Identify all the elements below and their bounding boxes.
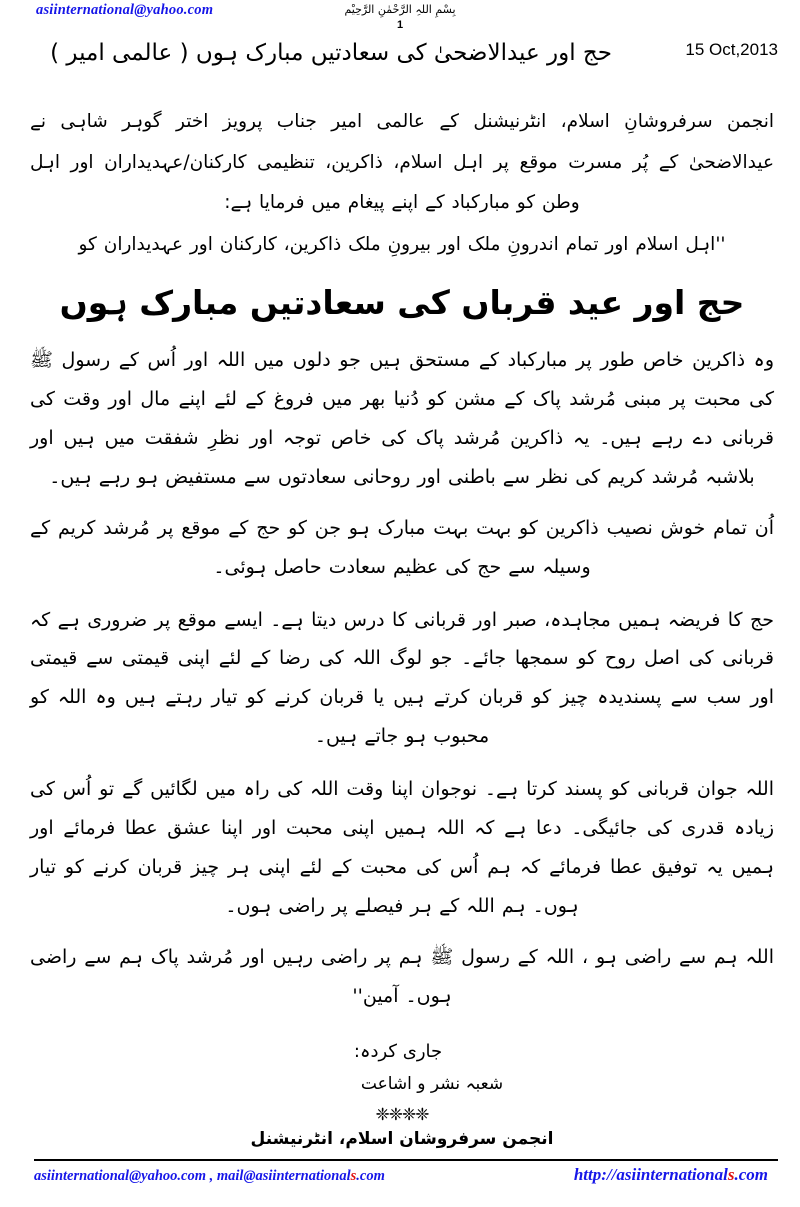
body-paragraph-1: وہ ذاکرین خاص طور پر مبارکباد کے مستحق ہیں جو دلوں میں اللہ اور اُس کے رسول ﷺ کی محبت پر مبنی مُرشد پاک کے مشن کو دُنیا بھر میں فروغ کے لئے اپنے مال اور وقت کی قربانی دے رہے ہیں۔ یہ ذاکرین مُرشد پاک کی خاص توجہ اور نظرِ شفقت میں ہیں اور بلاشبہ مُرشد کریم کی نظر سے باطنی اور روحانی سعادتوں سے مستفیض ہو رہے ہیں۔ bbox=[30, 348, 774, 488]
footer-email-tail: .com bbox=[356, 1167, 385, 1184]
page-footer bbox=[0, 1153, 800, 1207]
quote-opening-line: ''اہل اسلام اور تمام اندرونِ ملک اور بیرونِ ملک ذاکرین، کارکنان اور عہدیداران کو bbox=[78, 234, 726, 256]
publication-date: 15 Oct,2013 bbox=[685, 40, 778, 59]
footer-email-addresses[interactable] bbox=[34, 1168, 385, 1185]
header-email-address[interactable]: asiinternational@yahoo.com bbox=[36, 2, 214, 18]
footer-contact-row bbox=[34, 1165, 778, 1185]
footer-email-accent: s bbox=[350, 1167, 357, 1184]
footer-divider bbox=[34, 1159, 778, 1161]
footer-url-text: http://asiinternational bbox=[573, 1164, 728, 1184]
page-number: 1 bbox=[396, 19, 404, 31]
issued-by-label: جاری کردہ: bbox=[353, 1040, 443, 1062]
body-paragraph-4: اللہ جوان قربانی کو پسند کرتا ہے۔ نوجوان اپنا وقت اللہ کی راہ میں لگائیں گے تو اُس کی زیادہ قدری کی جائیگی۔ دعا ہے کہ اللہ ہمیں اپنی محبت اور اپنا عشق عطا فرمائے اور ہمیں یہ توفیق عطا فرمائے کہ ہم اُس کی محبت کے لئے اپنی ہر چیز قربان کرنے کو تیار ہوں۔ ہم اللہ کے ہر فیصلے پر راضی ہوں۔ bbox=[30, 778, 774, 918]
star-ornament-icon: ❈❈❈❈ bbox=[375, 1104, 429, 1125]
footer-url-tail: .com bbox=[734, 1164, 768, 1184]
signature-block bbox=[30, 1036, 774, 1153]
body-paragraph-3: حج کا فریضہ ہمیں مجاہدہ، صبر اور قربانی کا درس دیتا ہے۔ ایسے موقع پر ضروری ہے کہ قربانی کی اصل روح کو سمجھا جائے۔ جو لوگ اللہ کی رضا کے لئے اپنی قیمتی سے قیمتی اور سب سے پسندیدہ چیز کو قربان کرتے ہیں یا قربان کرنے کو تیار رہتے ہیں وہ اللہ کو محبوب ہو جاتے ہیں۔ bbox=[30, 608, 774, 748]
body-paragraph-5: اللہ ہم سے راضی ہو ، اللہ کے رسول ﷺ ہم پر راضی رہیں اور مُرشد پاک ہم سے راضی ہوں۔ آمین'' bbox=[30, 946, 774, 1007]
document-body bbox=[0, 96, 800, 1153]
footer-email-text: asiinternational@yahoo.com , mail@asiinternational bbox=[34, 1167, 351, 1184]
page-header bbox=[0, 0, 800, 96]
organization-name: انجمن سرفروشان اسلام، انٹرنیشنل bbox=[250, 1128, 554, 1149]
main-heading: حج اور عید قرباں کی سعادتیں مبارک ہوں bbox=[59, 283, 745, 323]
footer-url-accent: s bbox=[727, 1164, 735, 1184]
body-paragraph-2: اُن تمام خوش نصیب ذاکرین کو بہت بہت مبارک ہو جن کو حج کے موقع پر مُرشد کریم کے وسیلہ سے حج کی عظیم سعادت حاصل ہوئی۔ bbox=[30, 516, 774, 578]
page-title: حج اور عیدالاضحیٰ کی سعادتیں مبارک ہوں ( عالمی امیر ) bbox=[50, 40, 612, 66]
bismillah-text: بِسْمِ اللہِ الرَّحْمٰنِ الرَّحِیْم bbox=[344, 3, 456, 16]
lead-paragraph: انجمن سرفروشانِ اسلام، انٹرنیشنل کے عالمی امیر جناب پرویز اختر گوہر شاہی نے عیدالاضحیٰ کے پُر مسرت موقع پر اہل اسلام، ذاکرین، تنظیمی کارکنان/عہدیداران اور اہل وطن کو مبارکباد کے اپنے پیغام میں فرمایا ہے: bbox=[30, 111, 774, 214]
issuing-department: شعبہ نشر و اشاعت bbox=[360, 1074, 504, 1095]
footer-website-url[interactable] bbox=[574, 1165, 778, 1185]
